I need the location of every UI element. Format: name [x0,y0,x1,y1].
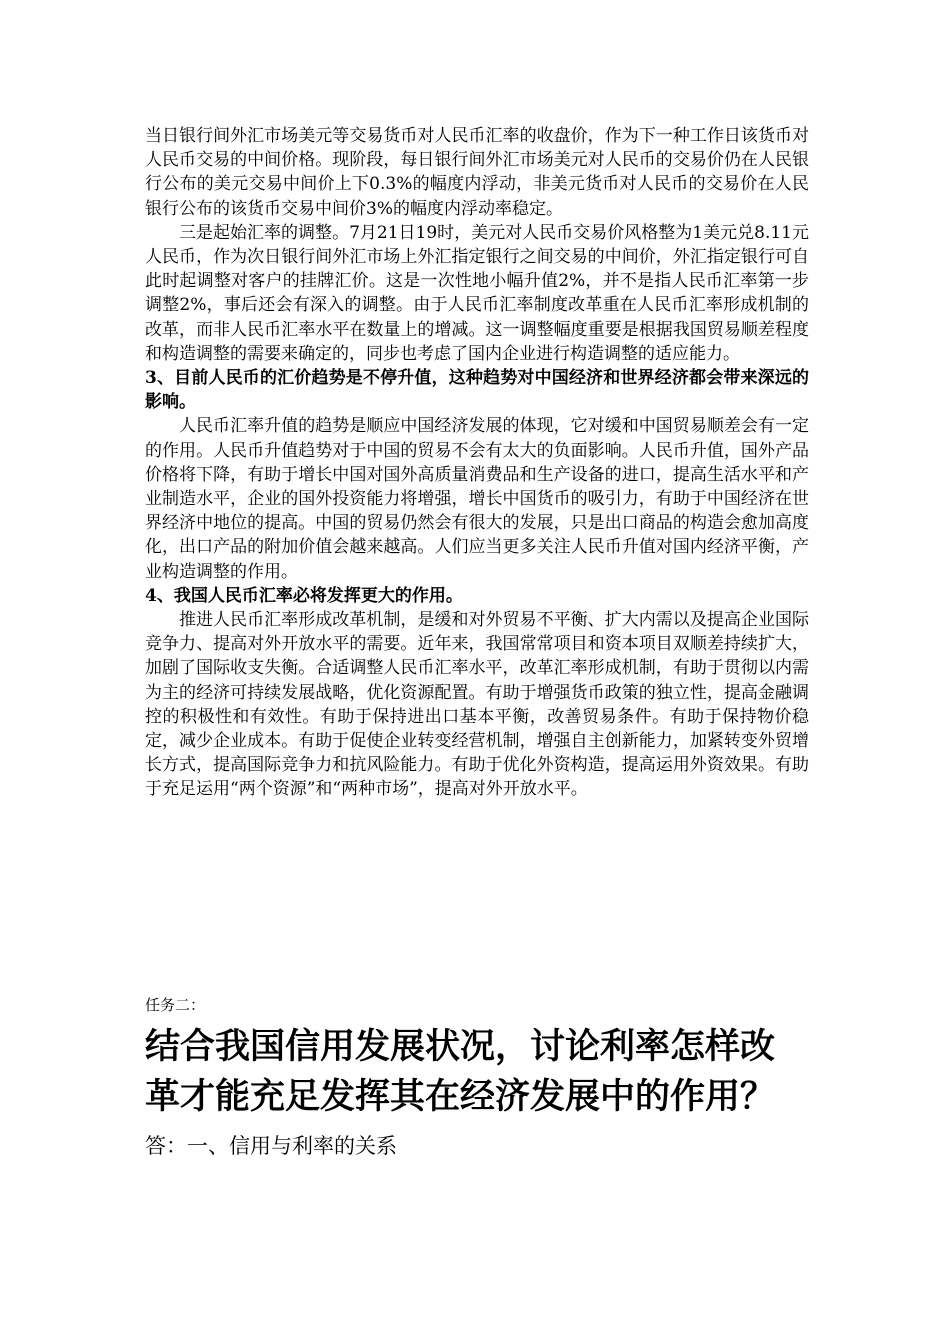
task-label: 任务二： [145,996,206,1014]
paragraph-appreciation-trend: 人民币汇率升值的趋势是顺应中国经济发展的体现，它对缓和中国贸易顺差会有一定的作用。人民币升值趋势对于中国的贸易不会有太大的负面影响。人民币升值，国外产品价格将下降，有助于增长中国对国外高质量消费品和生产设备的进口，提高生活水平和产业制造水平，企业的国外投资能力将增强，增长中国货币的吸引力，有助于中国经济在世界经济中地位的提高。中国的贸易仍然会有很大的发展，只是出口商品的构造会愈加高度化，出口产品的附加价值会越来越高。人们应当更多关注人民币升值对国内经济平衡，产业构造调整的作用。 [145,416,809,582]
paragraph-initial-rate-adjustment: 三是起始汇率的调整。7月21日19时，美元对人民币交易价风格整为1美元兑8.11元人民币，作为次日银行间外汇市场上外汇指定银行之间交易的中间价，外汇指定银行可自此时起调整对客户的挂牌汇价。这是一次性地小幅升值2%，并不是指人民币汇率第一步调整2%，事后还会有深入的调整。由于人民币汇率制度改革重在人民币汇率形成机制的改革，而非人民币汇率水平在数量上的增减。这一调整幅度重要是根据我国贸易顺差程度和构造调整的需要来确定的，同步也考虑了国内企业进行构造调整的适应能力。 [145,222,809,364]
paragraph-reform-benefits: 推进人民币汇率形成改革机制，是缓和对外贸易不平衡、扩大内需以及提高企业国际竞争力、提高对外开放水平的需要。近年来，我国常常项目和资本项目双顺差持续扩大，加剧了国际收支失衡。合适调整人民币汇率水平，改革汇率形成机制，有助于贯彻以内需为主的经济可持续发展战略，优化资源配置。有助于增强货币政策的独立性，提高金融调控的积极性和有效性。有助于保持进出口基本平衡，改善贸易条件。有助于保持物价稳定，减少企业成本。有助于促使企业转变经营机制，增强自主创新能力，加紧转变外贸增长方式，提高国际竞争力和抗风险能力。有助于优化外资构造，提高运用外资效果。有助于充足运用“两个资源”和“两种市场”，提高对外开放水平。 [145,610,809,800]
heading-section-3: 3、目前人民币的汇价趋势是不停升值，这种趋势对中国经济和世界经济都会带来深远的影响。 [145,368,809,413]
answer-start: 答：一、信用与利率的关系 [145,1134,397,1158]
heading-section-4: 4、我国人民币汇率必将发挥更大的作用。 [145,585,463,606]
paragraph-exchange-rate-pricing: 当日银行间外汇市场美元等交易货币对人民币汇率的收盘价，作为下一种工作日该货币对人民币交易的中间价格。现阶段，每日银行间外汇市场美元对人民币的交易价仍在人民银行公布的美元交易中间价上下0.3%的幅度内浮动，非美元货币对人民币的交易价在人民银行公布的该货币交易中间价3%的幅度内浮动率稳定。 [145,126,809,219]
document-body [145,124,809,802]
task-question-title: 结合我国信用发展状况，讨论利率怎样改革才能充足发挥其在经济发展中的作用？ [145,1026,776,1117]
